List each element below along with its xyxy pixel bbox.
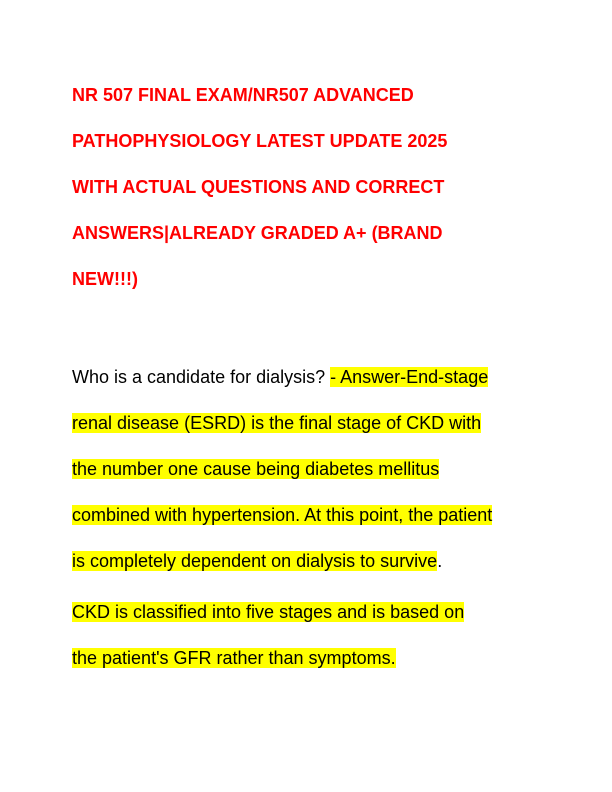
answer-text: - Answer-End-stage [330,367,489,387]
text-line [72,597,552,643]
document-title [72,72,552,302]
text-line [72,643,552,689]
title-line: ANSWERS|ALREADY GRADED A+ (BRAND [72,223,443,243]
answer-text: renal disease (ESRD) is the final stage of CKD with [72,413,482,433]
question-text: Who is a candidate for dialysis? [72,367,331,387]
text-line [72,454,552,500]
title-line: NR 507 FINAL EXAM/NR507 ADVANCED [72,85,414,105]
text-line [72,408,552,454]
answer-text: the number one cause being diabetes mellitus [72,459,440,479]
title-line: WITH ACTUAL QUESTIONS AND CORRECT [72,177,445,197]
trailing-period: . [437,551,443,571]
title-line: NEW!!!) [72,269,138,289]
highlighted-text: the patient's GFR rather than symptoms. [72,648,396,668]
question-answer-dialysis [72,362,552,592]
text-line [72,362,552,408]
answer-text: combined with hypertension. At this point, the patient [72,505,493,525]
answer-text: is completely dependent on dialysis to survive [72,551,438,571]
text-line [72,500,552,546]
title-line: PATHOPHYSIOLOGY LATEST UPDATE 2025 [72,131,448,151]
text-line [72,546,552,592]
ckd-stages-paragraph [72,597,552,689]
highlighted-text: CKD is classified into five stages and is based on [72,602,465,622]
